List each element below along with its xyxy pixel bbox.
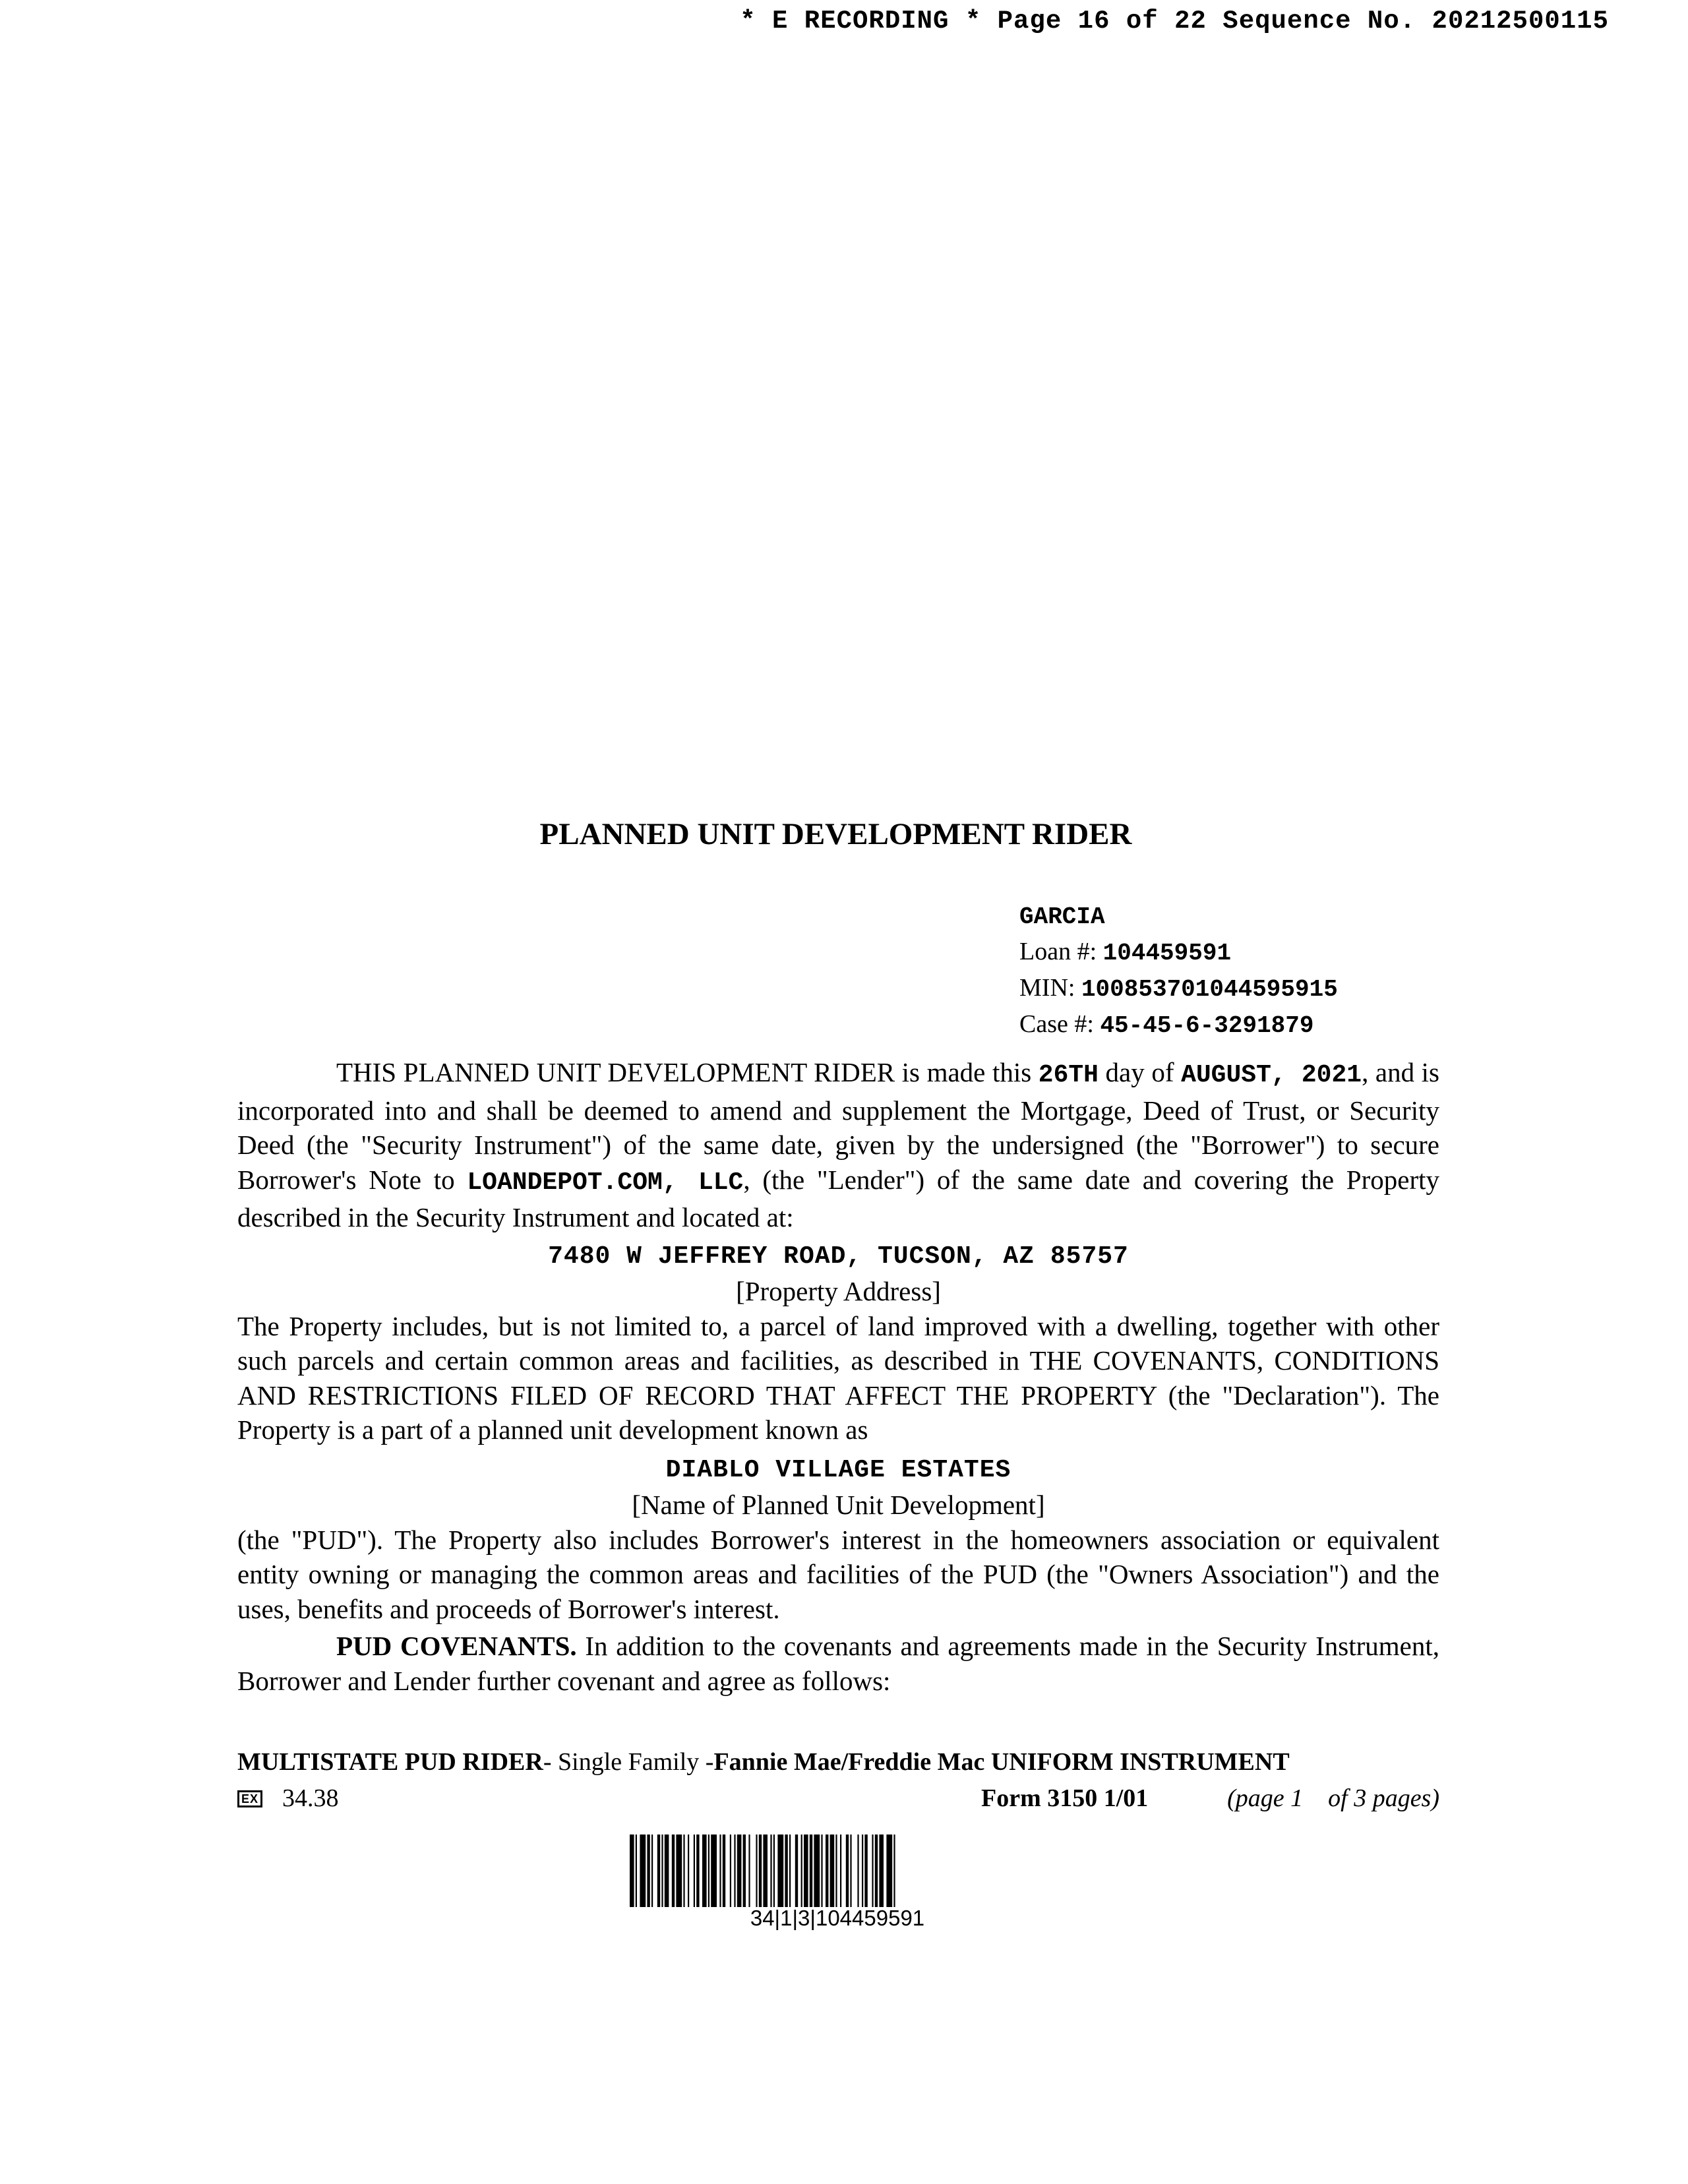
rider-day: 26TH bbox=[1038, 1061, 1099, 1089]
borrower-name: GARCIA bbox=[1019, 903, 1105, 930]
lender-name: LOANDEPOT.COM, LLC bbox=[467, 1168, 744, 1197]
pud-name: DIABLO VILLAGE ESTATES bbox=[665, 1455, 1011, 1484]
case-label: Case #: bbox=[1019, 1010, 1100, 1038]
document-title: PLANNED UNIT DEVELOPMENT RIDER bbox=[539, 817, 1132, 851]
rider-month-year: AUGUST, 2021 bbox=[1181, 1061, 1362, 1089]
page-info: (page 1 of 3 pages) bbox=[1227, 1784, 1439, 1812]
intro-text-a: THIS PLANNED UNIT DEVELOPMENT RIDER is made this bbox=[336, 1057, 1039, 1087]
loan-number: 104459591 bbox=[1102, 940, 1232, 967]
barcode-icon bbox=[630, 1835, 1045, 1907]
footer-form-row bbox=[237, 1784, 1439, 1817]
pud-name-caption: [Name of Planned Unit Development] bbox=[632, 1490, 1045, 1520]
rider-body bbox=[237, 1055, 1439, 1698]
property-address: 7480 W JEFFREY ROAD, TUCSON, AZ 85757 bbox=[548, 1242, 1129, 1271]
pud-paragraph: (the "PUD"). The Property also includes Borrower's interest in the homeowners association or equivalent entity owning or managing the common areas and facilities of the PUD (the "Owners Association") and the uses, benefits and proceeds of Borrower's interest. bbox=[237, 1524, 1439, 1624]
pud-covenants-heading: PUD COVENANTS. bbox=[336, 1631, 577, 1661]
footer-form-title bbox=[237, 1747, 1290, 1776]
loan-identifiers bbox=[1019, 898, 1338, 1043]
loan-label: Loan #: bbox=[1019, 938, 1103, 965]
form-code: 34.38 bbox=[282, 1784, 339, 1812]
footer-rider-type: - Single Family - bbox=[543, 1748, 714, 1776]
min-number: 100853701044595915 bbox=[1081, 976, 1338, 1003]
form-number: Form 3150 1/01 bbox=[981, 1784, 1149, 1812]
intro-text-c: , and is incorporated into and shall be deemed to amend and supplement the Mortgage, Deed of Trust, or Security Deed (the "Security Instrument") of the same date, given by the undersigned (the "Borrower") to secure Borrower's Note to bbox=[237, 1057, 1440, 1195]
barcode-text: 34|1|3|104459591 bbox=[750, 1906, 925, 1930]
footer-rider-name: MULTISTATE PUD RIDER bbox=[237, 1748, 543, 1776]
footer-uniform-instrument: Fannie Mae/Freddie Mac UNIFORM INSTRUMENT bbox=[713, 1748, 1290, 1776]
property-paragraph: The Property includes, but is not limited to, a parcel of land improved with a dwelling, together with other such parcels and certain common areas and facilities, as described in THE COVENANTS, CONDITIONS AND RESTRICTIONS FILED OF RECORD THAT AFFECT THE PROPERTY (the "Declaration"). The Property is a part of a planned unit development known as bbox=[237, 1310, 1439, 1445]
intro-paragraph bbox=[237, 1055, 1439, 1235]
ex-logo-icon: EX bbox=[237, 1790, 262, 1807]
property-address-caption: [Property Address] bbox=[736, 1276, 941, 1306]
case-number: 45-45-6-3291879 bbox=[1100, 1012, 1314, 1039]
min-label: MIN: bbox=[1019, 974, 1081, 1002]
pud-covenants-text: In addition to the covenants and agreements made in the Security Instrument, Borrower and Lender further covenant and agree as follows: bbox=[237, 1631, 1439, 1696]
intro-text-d: , (the "Lender") of the same date and covering the Property described in the Security Instrument and located at: bbox=[237, 1164, 1440, 1232]
recording-header: * E RECORDING * Page 16 of 22 Sequence No. 20212500115 bbox=[740, 7, 1609, 36]
intro-text-b: day of bbox=[1098, 1057, 1182, 1087]
